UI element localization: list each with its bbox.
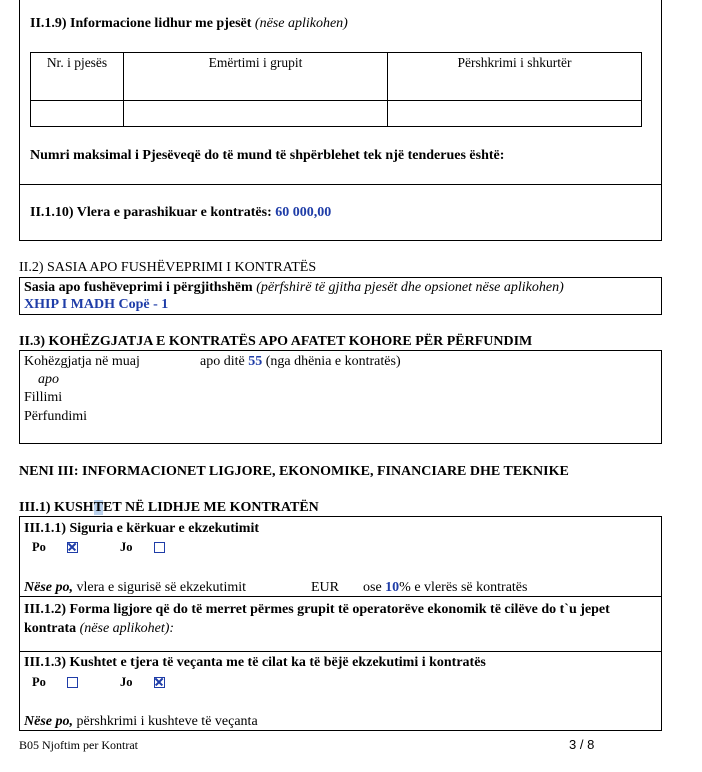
security-yes-option[interactable] [32, 540, 78, 556]
divider-iii-1-2 [19, 596, 662, 597]
section-ii-1-10 [30, 205, 331, 221]
security-percent-text: % e vlerës së kontratës [399, 580, 528, 595]
start-label: Fillimi [24, 390, 63, 405]
section-ii-3-heading: II.3) KOHËZGJATJA E KONTRATËS APO AFATET KOHORE PËR PËRFUNDIM [19, 334, 533, 349]
section-ii-1-9-title [30, 16, 348, 32]
parts-header-number: Nr. i pjesës [31, 53, 124, 101]
divider-iii-1-3 [19, 651, 662, 652]
security-percent-value: 10 [385, 580, 400, 595]
conditions-detail-line [24, 714, 258, 730]
scope-value: XHIP I MADH Copë - 1 [24, 297, 169, 312]
duration-days [200, 354, 401, 370]
duration-days-note: (nga dhënia e kontratës) [265, 354, 401, 369]
security-yes-checkbox[interactable] [67, 542, 78, 553]
parts-header-description: Përshkrimi i shkurtër [388, 53, 642, 101]
parts-cell-name[interactable] [124, 101, 388, 127]
conditions-no-checkbox[interactable] [154, 677, 165, 688]
section-iii-1-heading-part1: III.1) KUSH [19, 500, 94, 515]
conditions-yes-checkbox[interactable] [67, 677, 78, 688]
security-percent-line [363, 580, 527, 596]
duration-days-value: 55 [248, 354, 263, 369]
security-no-checkbox[interactable] [154, 542, 165, 553]
section-iii-1-1-title: III.1.1) Siguria e kërkuar e ekzekutimit [24, 521, 260, 536]
security-currency: EUR [311, 580, 339, 595]
section-iii-1-2 [24, 600, 656, 638]
scope-label-note: (përfshirë të gjitha pjesët dhe opsionet nëse aplikohen) [256, 280, 564, 295]
section-iii-1-heading [19, 500, 319, 516]
conditions-yes-label: Po [32, 675, 46, 689]
parts-table [30, 52, 642, 127]
security-no-option[interactable] [120, 540, 165, 556]
section-ii-2-heading: II.2) SASIA APO FUSHËVEPRIMI I KONTRATËS [19, 260, 317, 275]
security-or: ose [363, 580, 382, 595]
duration-or: apo [38, 372, 59, 387]
section-iii-1-2-note: (nëse aplikohet): [79, 621, 175, 636]
parts-cell-number[interactable] [31, 101, 124, 127]
section-iii-1-2-title: III.1.2) Forma ligjore që do të merret përmes grupit të operatorëve ekonomik të cilëve do t`u jepet kontrata [24, 602, 610, 636]
security-if-yes: Nëse po, [24, 580, 73, 595]
duration-months-label: Kohëzgjatja në muaj [24, 354, 140, 369]
end-label: Përfundimi [24, 409, 87, 424]
security-detail-line [24, 580, 246, 596]
conditions-detail-text: përshkrimi i kushteve të veçanta [73, 714, 258, 729]
article-iii-heading: NENI III: INFORMACIONET LIGJORE, EKONOMIKE, FINANCIARE DHE TEKNIKE [19, 464, 569, 479]
section-ii-1-9-title-bold: II.1.9) Informacione lidhur me pjesët [30, 16, 252, 31]
conditions-yes-option[interactable] [32, 675, 78, 691]
section-iii-1-heading-part2: ET NË LIDHJE ME KONTRATËN [103, 500, 319, 515]
security-value-text: vlera e sigurisë së ekzekutimit [73, 580, 246, 595]
scope-label [24, 280, 564, 296]
estimated-value-label: II.1.10) Vlera e parashikuar e kontratës: [30, 205, 272, 220]
security-no-label: Jo [120, 540, 133, 554]
conditions-if-yes: Nëse po, [24, 714, 73, 729]
conditions-no-option[interactable] [120, 675, 165, 691]
section-iii-1-heading-highlight: T [93, 500, 104, 515]
section-iii-1-3-title: III.1.3) Kushtet e tjera të veçanta me të cilat ka të bëjë ekzekutimi i kontratës [24, 655, 486, 670]
duration-days-label: apo ditë [200, 354, 245, 369]
conditions-no-label: Jo [120, 675, 133, 689]
max-parts-label: Numri maksimal i Pjesëveqë do të mund të shpërblehet tek një tenderues është: [30, 148, 505, 163]
section-ii-1-9-title-note: (nëse aplikohen) [254, 16, 348, 31]
parts-cell-description[interactable] [388, 101, 642, 127]
parts-header-name: Emërtimi i grupit [124, 53, 388, 101]
scope-label-bold: Sasia apo fushëveprimi i përgjithshëm [24, 280, 253, 295]
footer-doc-name: B05 Njoftim per Kontrat [19, 738, 138, 752]
footer-page-number: 3 / 8 [569, 737, 595, 752]
estimated-value: 60 000,00 [275, 205, 332, 220]
security-yes-label: Po [32, 540, 46, 554]
